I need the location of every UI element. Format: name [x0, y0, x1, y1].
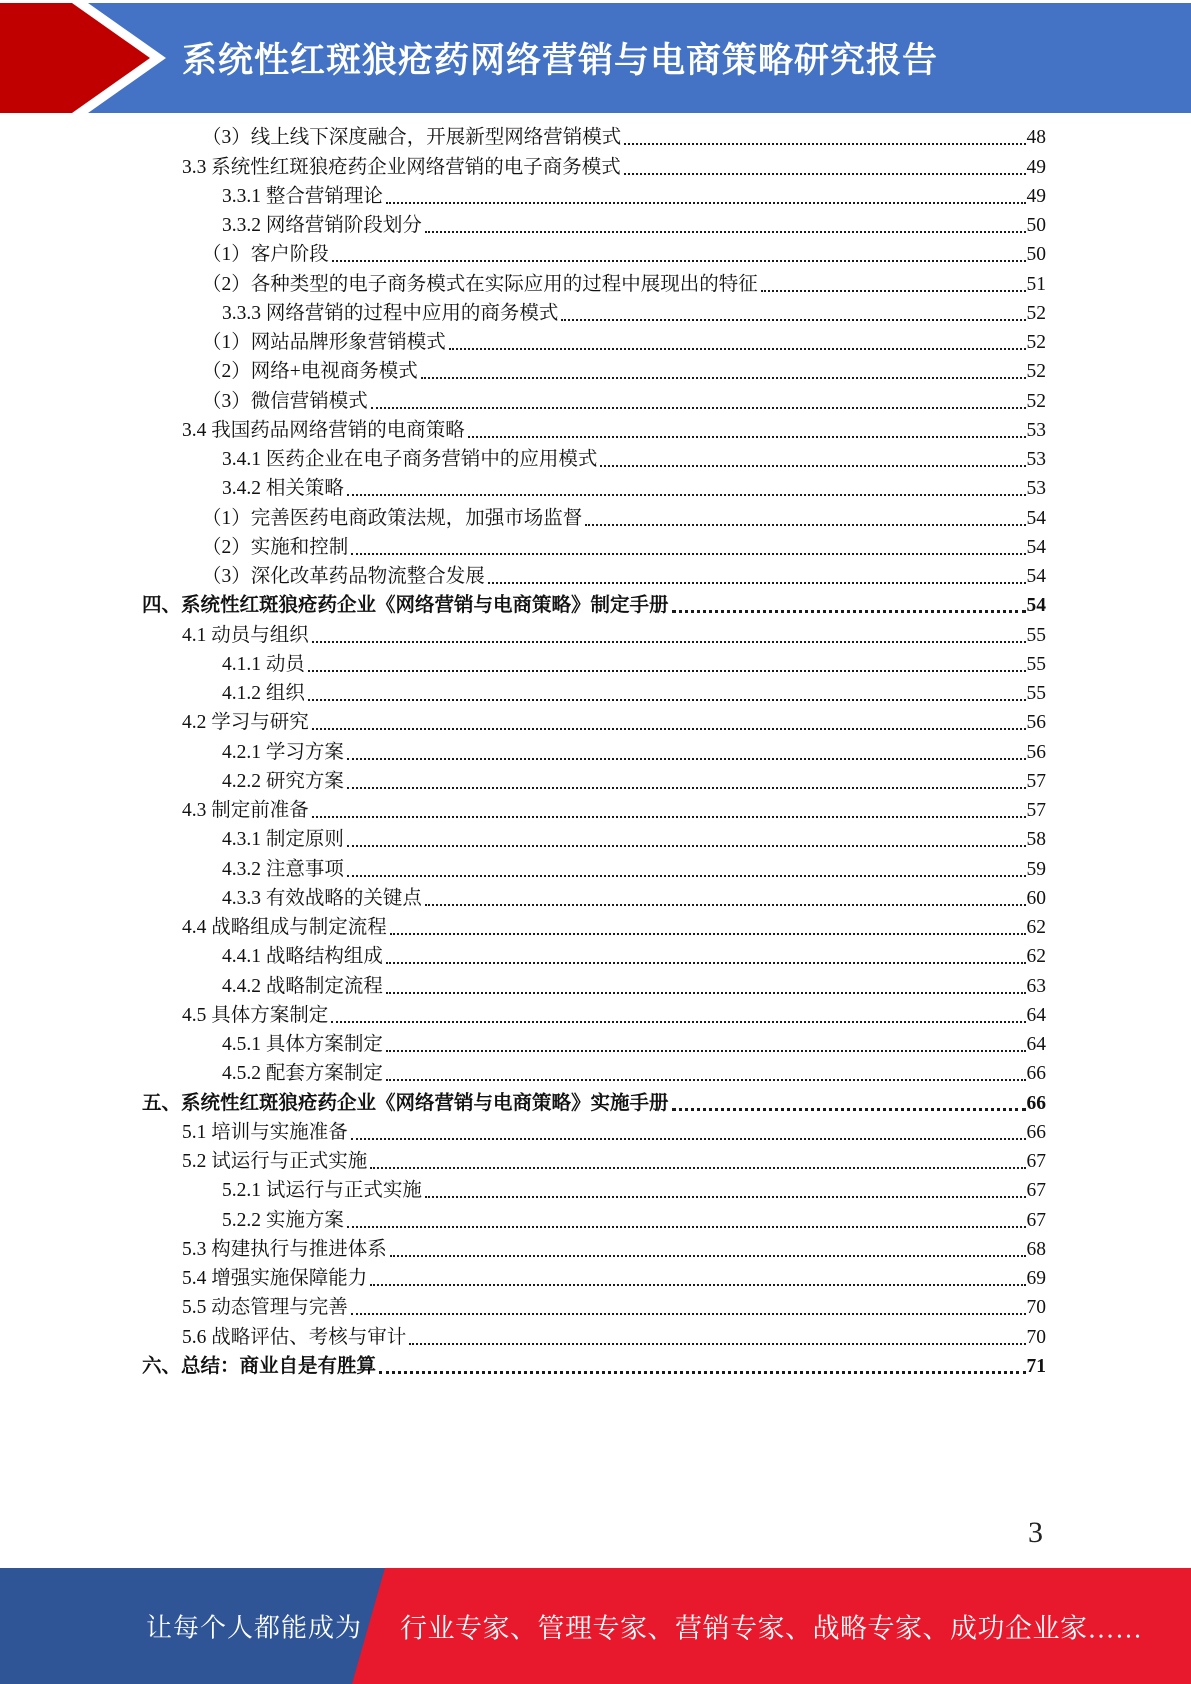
- toc-entry-page-number: 50: [1026, 215, 1046, 236]
- toc-entry-page-number: 64: [1026, 1034, 1046, 1055]
- dot-leader: [390, 1255, 1026, 1257]
- toc-entry-label: 4.2.2 研究方案: [222, 770, 344, 792]
- toc-entry-page-number: 53: [1026, 449, 1046, 470]
- toc-entry-label: （1）网站品牌形象营销模式: [202, 332, 446, 353]
- dot-leader: [449, 348, 1026, 350]
- footer-tagline-left: 让每个人都能成为: [146, 1613, 363, 1643]
- dot-leader: [312, 728, 1026, 730]
- report-title-container: [165, 3, 955, 113]
- dot-leader: [672, 610, 1026, 613]
- toc-entry-page-number: 57: [1026, 800, 1046, 821]
- toc-entry-page-number: 67: [1026, 1180, 1046, 1202]
- toc-entry-label: 四、系统性红斑狼疮药企业《网络营销与电商策略》制定手册: [142, 595, 669, 617]
- toc-entry-label: 5.2.2 实施方案: [222, 1209, 344, 1231]
- toc-entry: [142, 736, 1046, 765]
- toc-entry-page-number: 60: [1026, 887, 1046, 909]
- toc-entry-label: 六、总结：商业自是有胜算: [142, 1355, 377, 1377]
- toc-entry-label: 4.2 学习与研究: [182, 712, 309, 734]
- page-number: 3: [1028, 1516, 1043, 1549]
- toc-entry-page-number: 49: [1026, 156, 1046, 178]
- toc-entry-page-number: 56: [1026, 712, 1046, 734]
- toc-entry: [142, 444, 1046, 473]
- toc-entry-label: （3）微信营销模式: [202, 390, 368, 412]
- toc-entry: [142, 327, 1046, 356]
- dot-leader: [390, 933, 1026, 935]
- dot-leader: [347, 494, 1026, 496]
- toc-entry-page-number: 66: [1026, 1121, 1046, 1143]
- dot-leader: [425, 1196, 1026, 1198]
- toc-entry-label: 3.3.3 网络营销的过程中应用的商务模式: [222, 302, 559, 324]
- dot-leader: [386, 962, 1026, 964]
- toc-entry-page-number: 51: [1026, 273, 1046, 295]
- toc-entry-label: 4.1.2 组织: [222, 683, 305, 704]
- toc-entry-page-number: 67: [1026, 1209, 1046, 1231]
- dot-leader: [585, 524, 1025, 526]
- dot-leader: [332, 260, 1026, 262]
- toc-entry: [142, 210, 1046, 239]
- toc-entry: [142, 590, 1046, 619]
- dot-leader: [351, 1313, 1026, 1315]
- toc-entry: [142, 1292, 1046, 1321]
- toc-entry: [142, 1117, 1046, 1146]
- toc-entry: [142, 649, 1046, 678]
- toc-entry-label: 5.5 动态管理与完善: [182, 1297, 348, 1319]
- toc-entry-page-number: 66: [1026, 1092, 1046, 1114]
- toc-entry-page-number: 54: [1026, 566, 1046, 587]
- dot-leader: [425, 231, 1026, 233]
- toc-entry-page-number: 62: [1026, 917, 1046, 938]
- table-of-contents: [142, 122, 1046, 1380]
- toc-entry: [142, 502, 1046, 531]
- dot-leader: [347, 845, 1026, 847]
- toc-entry-label: 5.2 试运行与正式实施: [182, 1151, 368, 1172]
- toc-entry: [142, 1234, 1046, 1263]
- toc-entry-label: 4.3.2 注意事项: [222, 858, 344, 880]
- toc-entry-label: 4.5.2 配套方案制定: [222, 1063, 383, 1085]
- dot-leader: [347, 875, 1026, 877]
- report-title: 系统性红斑狼疮药网络营销与电商策略研究报告: [181, 41, 938, 80]
- toc-entry-page-number: 66: [1026, 1063, 1046, 1085]
- toc-entry-label: 4.2.1 学习方案: [222, 741, 344, 763]
- toc-entry-label: 4.3.3 有效战略的关键点: [222, 887, 422, 909]
- dot-leader: [308, 699, 1026, 701]
- toc-entry-page-number: 56: [1026, 741, 1046, 763]
- toc-entry-page-number: 54: [1026, 595, 1046, 617]
- toc-entry-page-number: 52: [1026, 361, 1046, 383]
- toc-entry: [142, 532, 1046, 561]
- toc-entry-label: 4.4.2 战略制定流程: [222, 975, 383, 997]
- toc-entry-page-number: 55: [1026, 683, 1046, 704]
- toc-entry-label: 4.4.1 战略结构组成: [222, 946, 383, 968]
- toc-entry-page-number: 62: [1026, 946, 1046, 968]
- toc-entry-label: 3.3.2 网络营销阶段划分: [222, 215, 422, 236]
- toc-entry-page-number: 50: [1026, 244, 1046, 266]
- dot-leader: [468, 436, 1026, 438]
- toc-entry-page-number: 69: [1026, 1268, 1046, 1289]
- toc-entry: [142, 1263, 1046, 1292]
- toc-entry-label: 4.3.1 制定原则: [222, 829, 344, 851]
- dot-leader: [370, 1167, 1025, 1169]
- footer-tagline-right: 行业专家、管理专家、营销专家、战略专家、成功企业家……: [400, 1613, 1143, 1644]
- toc-entry: [142, 912, 1046, 941]
- toc-entry: [142, 561, 1046, 590]
- toc-entry-label: 5.3 构建执行与推进体系: [182, 1238, 387, 1260]
- dot-leader: [624, 143, 1025, 145]
- toc-entry-page-number: 64: [1026, 1004, 1046, 1026]
- toc-entry-label: 4.5.1 具体方案制定: [222, 1034, 383, 1055]
- toc-entry-label: 4.1.1 动员: [222, 653, 305, 675]
- toc-entry-page-number: 53: [1026, 419, 1046, 441]
- toc-entry-page-number: 53: [1026, 478, 1046, 500]
- toc-entry-label: 4.3 制定前准备: [182, 800, 309, 821]
- toc-entry-label: （2）各种类型的电子商务模式在实际应用的过程中展现出的特征: [202, 273, 758, 295]
- dot-leader: [371, 407, 1026, 409]
- toc-entry-page-number: 67: [1026, 1151, 1046, 1172]
- toc-entry-label: （2）网络+电视商务模式: [202, 361, 418, 383]
- dot-leader: [351, 553, 1025, 555]
- header-banner: [0, 3, 1191, 113]
- dot-leader: [561, 319, 1025, 321]
- toc-entry-page-number: 70: [1026, 1297, 1046, 1319]
- toc-entry: [142, 1175, 1046, 1204]
- toc-entry-label: 5.4 增强实施保障能力: [182, 1268, 368, 1289]
- toc-entry: [142, 385, 1046, 414]
- toc-entry: [142, 298, 1046, 327]
- toc-entry: [142, 415, 1046, 444]
- dot-leader: [386, 202, 1026, 204]
- dot-leader: [421, 377, 1026, 379]
- toc-entry-label: （3）线上线下深度融合，开展新型网络营销模式: [202, 127, 622, 149]
- toc-entry: [142, 239, 1046, 268]
- dot-leader: [347, 787, 1026, 789]
- dot-leader: [370, 1284, 1025, 1286]
- toc-entry: [142, 181, 1046, 210]
- dot-leader: [386, 1050, 1026, 1052]
- toc-entry-page-number: 57: [1026, 770, 1046, 792]
- dot-leader: [488, 582, 1026, 584]
- toc-entry: [142, 619, 1046, 648]
- toc-entry-page-number: 52: [1026, 390, 1046, 412]
- toc-entry-label: （3）深化改革药品物流整合发展: [202, 566, 485, 587]
- toc-entry: [142, 853, 1046, 882]
- toc-entry: [142, 1204, 1046, 1233]
- toc-entry: [142, 824, 1046, 853]
- toc-entry-page-number: 48: [1026, 127, 1046, 149]
- toc-entry-page-number: 68: [1026, 1238, 1046, 1260]
- toc-entry-label: 4.4 战略组成与制定流程: [182, 917, 387, 938]
- toc-entry: [142, 1321, 1046, 1350]
- toc-entry-label: （1）客户阶段: [202, 244, 329, 266]
- dot-leader: [351, 1138, 1026, 1140]
- toc-entry: [142, 1146, 1046, 1175]
- toc-entry-label: 五、系统性红斑狼疮药企业《网络营销与电商策略》实施手册: [142, 1092, 669, 1114]
- dot-leader: [347, 758, 1026, 760]
- dot-leader: [386, 992, 1026, 994]
- toc-entry: [142, 795, 1046, 824]
- dot-leader: [425, 904, 1026, 906]
- toc-entry: [142, 970, 1046, 999]
- toc-entry-label: （1）完善医药电商政策法规，加强市场监督: [202, 507, 583, 529]
- toc-entry-label: 3.4 我国药品网络营销的电商策略: [182, 419, 465, 441]
- dot-leader: [308, 670, 1026, 672]
- toc-entry-label: 3.4.1 医药企业在电子商务营销中的应用模式: [222, 449, 598, 470]
- dot-leader: [331, 1021, 1025, 1023]
- toc-entry: [142, 883, 1046, 912]
- toc-entry-label: 4.5 具体方案制定: [182, 1004, 329, 1026]
- toc-entry-page-number: 55: [1026, 624, 1046, 646]
- toc-entry: [142, 151, 1046, 180]
- toc-entry: [142, 356, 1046, 385]
- toc-entry-label: （2）实施和控制: [202, 536, 349, 558]
- toc-entry-label: 3.3 系统性红斑狼疮药企业网络营销的电子商务模式: [182, 156, 621, 178]
- toc-entry-page-number: 55: [1026, 653, 1046, 675]
- toc-entry-label: 4.1 动员与组织: [182, 624, 309, 646]
- toc-entry-page-number: 54: [1026, 507, 1046, 529]
- toc-entry: [142, 941, 1046, 970]
- toc-entry: [142, 678, 1046, 707]
- toc-entry: [142, 1058, 1046, 1087]
- dot-leader: [386, 1079, 1026, 1081]
- toc-entry-label: 5.2.1 试运行与正式实施: [222, 1180, 422, 1202]
- dot-leader: [379, 1371, 1025, 1374]
- toc-entry-label: 3.3.1 整合营销理论: [222, 185, 383, 207]
- dot-leader: [600, 465, 1025, 467]
- toc-entry: [142, 473, 1046, 502]
- toc-entry-label: 3.4.2 相关策略: [222, 478, 344, 500]
- dot-leader: [624, 173, 1026, 175]
- toc-entry: [142, 1029, 1046, 1058]
- toc-entry-page-number: 70: [1026, 1326, 1046, 1348]
- toc-entry-page-number: 63: [1026, 975, 1046, 997]
- toc-entry-label: 5.1 培训与实施准备: [182, 1121, 348, 1143]
- dot-leader: [312, 641, 1026, 643]
- toc-entry: [142, 707, 1046, 736]
- dot-leader: [761, 290, 1026, 292]
- dot-leader: [409, 1343, 1025, 1345]
- toc-entry-page-number: 49: [1026, 185, 1046, 207]
- toc-entry: [142, 1000, 1046, 1029]
- toc-entry: [142, 766, 1046, 795]
- dot-leader: [312, 816, 1026, 818]
- toc-entry-page-number: 52: [1026, 332, 1046, 353]
- toc-entry: [142, 122, 1046, 151]
- toc-entry-label: 5.6 战略评估、考核与审计: [182, 1326, 407, 1348]
- toc-entry-page-number: 52: [1026, 302, 1046, 324]
- toc-entry-page-number: 54: [1026, 536, 1046, 558]
- toc-entry-page-number: 58: [1026, 829, 1046, 851]
- toc-entry: [142, 1351, 1046, 1380]
- toc-entry-page-number: 71: [1026, 1355, 1046, 1377]
- red-arrow-icon: [0, 3, 170, 113]
- dot-leader: [347, 1226, 1026, 1228]
- footer-banner: [0, 1568, 1191, 1684]
- toc-entry: [142, 268, 1046, 297]
- toc-entry-page-number: 59: [1026, 858, 1046, 880]
- toc-entry: [142, 1087, 1046, 1116]
- dot-leader: [672, 1108, 1026, 1111]
